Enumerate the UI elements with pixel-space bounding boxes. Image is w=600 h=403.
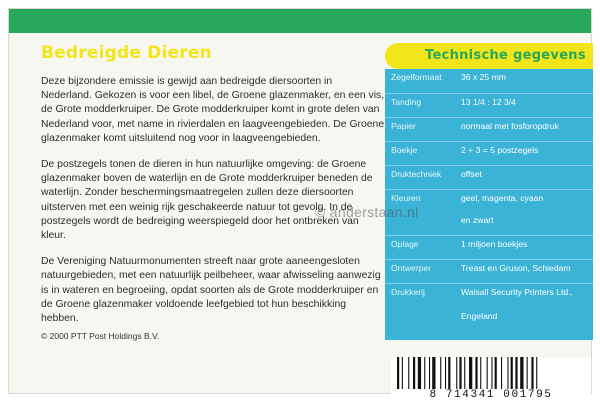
watermark-text: © anderstaan.nl [315, 204, 419, 220]
tech-header [385, 43, 593, 69]
spec-row-boekje [385, 141, 593, 166]
spec-value-continued: Engeland [461, 311, 498, 321]
spec-label: Tanding [391, 97, 422, 107]
spec-value: offset [461, 169, 482, 179]
green-top-strip [9, 9, 591, 33]
spec-label: Druktechniek [391, 169, 442, 179]
spec-row-papier [385, 117, 593, 142]
spec-value: normaal met fosforopdruk [461, 121, 559, 131]
spec-label: Boekje [391, 145, 418, 155]
spec-label: Drukkerij [391, 287, 425, 297]
spec-label: Papier [391, 121, 416, 131]
spec-value: 1 miljoen boekjes [461, 239, 528, 249]
tech-title: Technische gegevens [425, 48, 586, 63]
booklet-card [8, 8, 592, 401]
barcode [391, 357, 591, 403]
spec-label: Ontwerper [391, 263, 432, 273]
spec-value: geel, magenta, cyaan [461, 193, 544, 203]
barcode-bars [395, 357, 587, 389]
copyright-notice: © 2000 PTT Post Holdings B.V. [41, 331, 160, 341]
spec-row-oplage [385, 235, 593, 260]
spec-value: Walsall Security Printers Ltd., [461, 287, 573, 297]
barcode-number: 8 714341 001795 [429, 389, 553, 401]
spec-row-tanding [385, 93, 593, 118]
spec-label: Kleuren [391, 193, 421, 203]
spec-row-druktechniek [385, 165, 593, 190]
spec-label: Zegelformaat [391, 72, 442, 82]
spec-value: 36 x 25 mm [461, 72, 506, 82]
spec-row-zegelformaat [385, 69, 593, 93]
paragraph-2: De postzegels tonen de dieren in hun natuurlijke omgeving: de Groene glazenmaker boven de waterlijn en de Grote modderkruiper beneden de waterlijn. Zonder beschermingsmaatregelen zullen deze diersoorten uitsterven met een weinig rijk geschakeerde natuur tot gevolg. In de postzegels wordt de bedreiging weerspiegeld door het ontbreken van kleur. [41, 159, 373, 242]
spec-value: 2 + 3 = 5 postzegels [461, 145, 539, 155]
spec-value: 13 1/4 : 12 3/4 [461, 97, 516, 107]
paragraph-1: Deze bijzondere emissie is gewijd aan bedreigde diersoorten in Nederland. Gekozen is voor een libel, de Groene glazenmaker, en een vis, de Grote modderkruiper. De Grote modderkruiper komt in grote delen van Nederland voor, met name in rivierdalen en laagveengebieden. De Groene glazenmaker komt uitsluitend nog voor in laagveengebieden. [41, 76, 385, 144]
spec-value-continued: en zwart [461, 215, 494, 225]
spec-row-drukkerij [385, 283, 593, 341]
spec-value: Treast en Gruson, Schiedam [461, 263, 571, 273]
spec-row-ontwerper [385, 259, 593, 284]
spec-label: Oplage [391, 239, 419, 249]
paragraph-3: De Vereniging Natuurmonumenten streeft naar grote aaneengesloten natuurgebieden, met een natuurlijk peilbeheer, waar afwisseling aanwezig is in wateren en begroeiing, opdat soorten als de Grote modderkruiper en de Groene glazenmaker voldoende leefgebied tot hun beschikking hebben. [41, 256, 381, 325]
page-title: Bedreigde Dieren [41, 43, 212, 63]
